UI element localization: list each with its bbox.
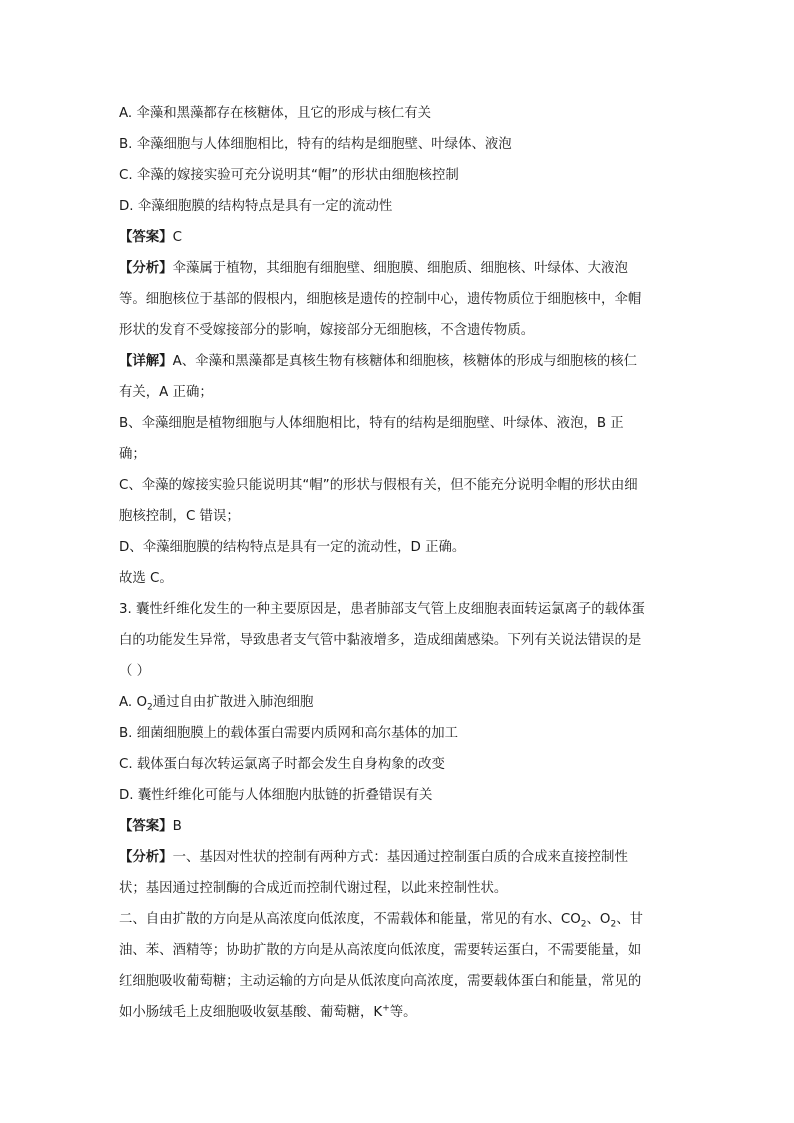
q2-detail-line-4: 确；	[119, 447, 146, 462]
answer-tag: 【答案】	[119, 819, 173, 834]
subscript: 2	[580, 919, 587, 930]
subscript: 2	[610, 919, 617, 930]
q3-option-b: B. 细菌细胞膜上的载体蛋白需要内质网和高尔基体的加工	[119, 726, 459, 741]
option-a-text: 通过自由扩散进入肺泡细胞	[152, 695, 314, 710]
analysis-text: 一、基因对性状的控制有两种方式：基因通过控制蛋白质的合成来直接控制性	[172, 850, 628, 865]
detail-text: A、伞藻和黑藻都是真核生物有核糖体和细胞核，核糖体的形成与细胞核的核仁	[172, 354, 638, 369]
q3-stem-line-1: 3. 囊性纤维化发生的一种主要原因是，患者肺部支气管上皮细胞表面转运氯离子的载体蛋	[119, 602, 645, 617]
q3-analysis-line-1	[119, 848, 628, 868]
q3-option-d: D. 囊性纤维化可能与人体细胞内肽链的折叠错误有关	[119, 788, 433, 803]
answer-value: B	[172, 819, 182, 834]
superscript: +	[382, 1003, 390, 1014]
q2-option-b: B. 伞藻细胞与人体细胞相比，特有的结构是细胞壁、叶绿体、液泡	[119, 137, 512, 152]
subscript: 2	[146, 702, 153, 713]
q3-analysis-p2-line-2: 油、苯、酒精等；协助扩散的方向是从高浓度向低浓度，需要转运蛋白，不需要能量，如	[119, 943, 642, 958]
q2-option-d: D. 伞藻细胞膜的结构特点是具有一定的流动性	[119, 199, 393, 214]
q2-detail-line-3: B、伞藻细胞是植物细胞与人体细胞相比，特有的结构是细胞壁、叶绿体、液泡，B 正	[119, 416, 624, 431]
q2-answer	[119, 228, 182, 248]
q2-conclusion: 故选 C。	[119, 571, 173, 586]
text-run: 如小肠绒毛上皮细胞吸收氨基酸、葡萄糖，K	[119, 1005, 383, 1020]
answer-value: C	[172, 230, 182, 245]
q3-analysis-line-2: 状；基因通过控制酶的合成近而控制代谢过程，以此来控制性状。	[119, 881, 508, 896]
text-run: 、O	[586, 912, 611, 927]
text-run: 、甘	[616, 912, 643, 927]
q2-detail-line-2: 有关，A 正确；	[119, 385, 213, 400]
q3-option-a	[119, 693, 313, 713]
text-run: 等。	[389, 1005, 417, 1020]
q3-stem-blank: （ ）	[119, 664, 151, 679]
detail-tag: 【详解】	[119, 354, 173, 369]
answer-tag: 【答案】	[119, 230, 173, 245]
q2-detail-line-1	[119, 352, 637, 372]
option-a-prefix: A. O	[119, 695, 147, 710]
analysis-tag: 【分析】	[119, 850, 173, 865]
q2-analysis-line-1	[119, 259, 628, 279]
q3-answer	[119, 817, 182, 837]
q3-analysis-p2-line-1	[119, 910, 643, 930]
q3-analysis-p2-line-4	[119, 1003, 417, 1023]
analysis-tag: 【分析】	[119, 261, 173, 276]
q3-analysis-p2-line-3: 红细胞吸收葡萄糖；主动运输的方向是从低浓度向高浓度，需要载体蛋白和能量，常见的	[119, 974, 642, 989]
q2-detail-line-7: D、伞藻细胞膜的结构特点是具有一定的流动性，D 正确。	[119, 540, 466, 555]
q3-option-c: C. 载体蛋白每次转运氯离子时都会发生自身构象的改变	[119, 757, 445, 772]
text-run: 二、自由扩散的方向是从高浓度向低浓度，不需载体和能量，常见的有水、CO	[119, 912, 581, 927]
q2-option-c: C. 伞藻的嫁接实验可充分说明其“帽”的形状由细胞核控制	[119, 168, 459, 183]
q2-option-a: A. 伞藻和黑藻都存在核糖体，且它的形成与核仁有关	[119, 106, 432, 121]
analysis-text: 伞藻属于植物，其细胞有细胞壁、细胞膜、细胞质、细胞核、叶绿体、大液泡	[172, 261, 628, 276]
q2-detail-line-5: C、伞藻的嫁接实验只能说明其“帽”的形状与假根有关，但不能充分说明伞帽的形状由细	[119, 478, 638, 493]
q2-analysis-line-2: 等。细胞核位于基部的假根内，细胞核是遗传的控制中心，遗传物质位于细胞核中，伞帽	[119, 292, 642, 307]
q2-detail-line-6: 胞核控制，C 错误；	[119, 509, 240, 524]
q3-stem-line-2: 白的功能发生异常，导致患者支气管中黏液增多，造成细菌感染。下列有关说法错误的是	[119, 633, 642, 648]
q2-analysis-line-3: 形状的发育不受嫁接部分的影响，嫁接部分无细胞核，不含遗传物质。	[119, 323, 535, 338]
